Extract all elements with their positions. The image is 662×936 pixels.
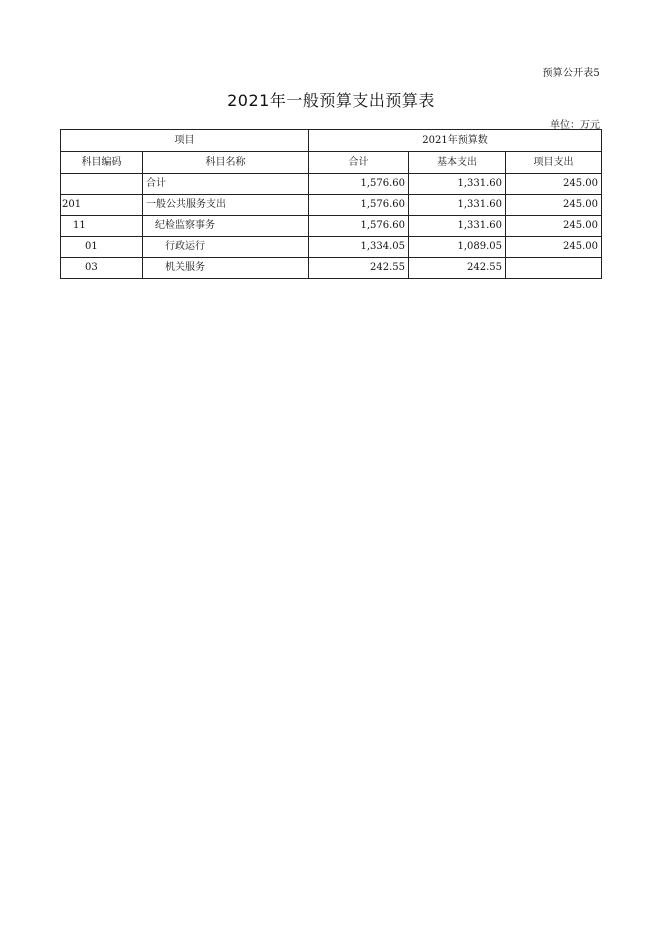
row-name: 合计: [143, 174, 309, 195]
row-basic: 1,331.60: [409, 174, 506, 195]
row-basic: 1,331.60: [409, 216, 506, 237]
row-project: 245.00: [506, 174, 602, 195]
row-project: [506, 258, 602, 279]
header-total: 合计: [309, 152, 409, 174]
header-project: 项目支出: [506, 152, 602, 174]
header-row-columns: [61, 152, 602, 174]
header-project-group: 项目: [61, 130, 309, 152]
header-basic: 基本支出: [409, 152, 506, 174]
row-total: 1,576.60: [309, 174, 409, 195]
row-code: 201: [61, 195, 143, 216]
row-name: 纪检监察事务: [143, 216, 309, 237]
row-total: 242.55: [309, 258, 409, 279]
row-project: 245.00: [506, 237, 602, 258]
row-basic: 1,089.05: [409, 237, 506, 258]
row-name: 一般公共服务支出: [143, 195, 309, 216]
table-row: [61, 258, 602, 279]
budget-table: [60, 129, 602, 279]
row-code: 03: [61, 258, 143, 279]
table-row: [61, 195, 602, 216]
header-budget-group: 2021年预算数: [309, 130, 602, 152]
row-total: 1,576.60: [309, 195, 409, 216]
row-name: 行政运行: [143, 237, 309, 258]
unit-label: 单位：万元: [550, 120, 600, 131]
row-basic: 1,331.60: [409, 195, 506, 216]
header-name: 科目名称: [143, 152, 309, 174]
row-code: [61, 174, 143, 195]
row-name: 机关服务: [143, 258, 309, 279]
row-total: 1,334.05: [309, 237, 409, 258]
row-total: 1,576.60: [309, 216, 409, 237]
header-row-group: [61, 130, 602, 152]
row-project: 245.00: [506, 216, 602, 237]
header-code: 科目编码: [61, 152, 143, 174]
row-code: 01: [61, 237, 143, 258]
table-row: [61, 216, 602, 237]
row-project: 245.00: [506, 195, 602, 216]
form-code: 预算公开表5: [542, 68, 600, 79]
table-row: [61, 237, 602, 258]
page-title: 2021年一般预算支出预算表: [227, 91, 435, 110]
table-row: [61, 174, 602, 195]
row-code: 11: [61, 216, 143, 237]
row-basic: 242.55: [409, 258, 506, 279]
